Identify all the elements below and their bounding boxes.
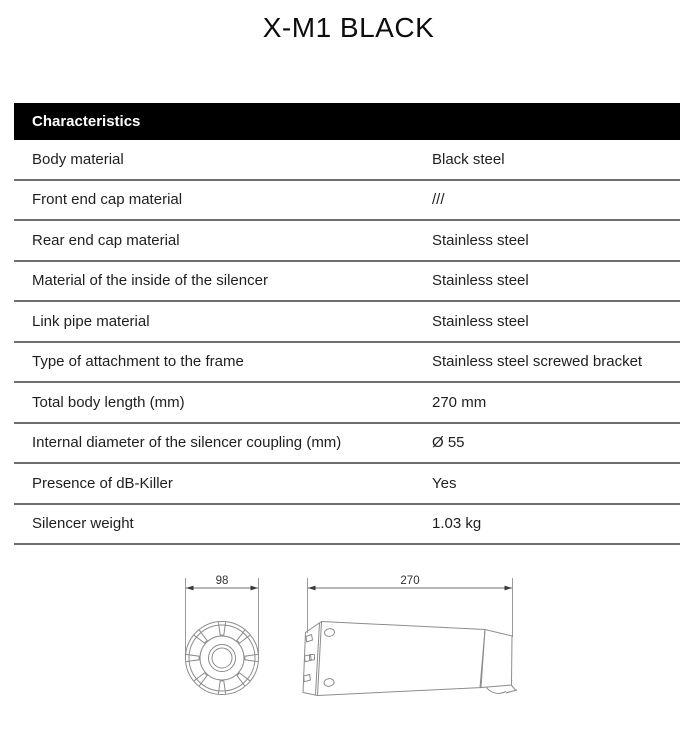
row-value: Stainless steel	[432, 312, 529, 330]
row-label: Silencer weight	[32, 515, 134, 533]
silencer-side-view	[303, 622, 517, 696]
table-row	[14, 424, 680, 465]
front-view-spokes	[186, 622, 258, 694]
row-value: 1.03 kg	[432, 515, 482, 533]
row-label: Link pipe material	[32, 312, 150, 330]
row-label: Total body length (mm)	[32, 393, 185, 411]
side-view-length-dimension: 270	[400, 575, 420, 587]
row-value: 270 mm	[432, 393, 487, 411]
table-header: Characteristics	[14, 103, 680, 140]
row-value: Stainless steel screwed bracket	[432, 353, 643, 371]
table-row	[14, 343, 680, 384]
row-value: Black steel	[432, 150, 505, 168]
row-value: Ø 55	[432, 434, 465, 452]
row-label: Body material	[32, 150, 124, 168]
row-label: Type of attachment to the frame	[32, 353, 244, 371]
table-row	[14, 464, 680, 505]
row-value: Yes	[432, 474, 457, 492]
page-title: X-M1 BLACK	[262, 12, 435, 43]
front-view-width-dimension: 98	[215, 575, 229, 587]
dimension-lines	[186, 578, 513, 657]
row-label: Material of the inside of the silencer	[32, 272, 268, 290]
table-row	[14, 140, 680, 181]
row-label: Internal diameter of the silencer coupling (mm)	[32, 434, 342, 452]
table-row	[14, 221, 680, 262]
table-row	[14, 383, 680, 424]
table-row	[14, 505, 680, 546]
table-row	[14, 181, 680, 222]
table-row	[14, 302, 680, 343]
row-label: Rear end cap material	[32, 231, 180, 249]
technical-drawing	[0, 554, 697, 739]
silencer-front-view	[186, 622, 259, 695]
row-value: Stainless steel	[432, 272, 529, 290]
row-label: Front end cap material	[32, 191, 183, 209]
row-label: Presence of dB-Killer	[32, 474, 173, 492]
row-value: ///	[432, 191, 445, 209]
table-row	[14, 262, 680, 303]
characteristics-table	[14, 103, 680, 545]
row-value: Stainless steel	[432, 231, 529, 249]
